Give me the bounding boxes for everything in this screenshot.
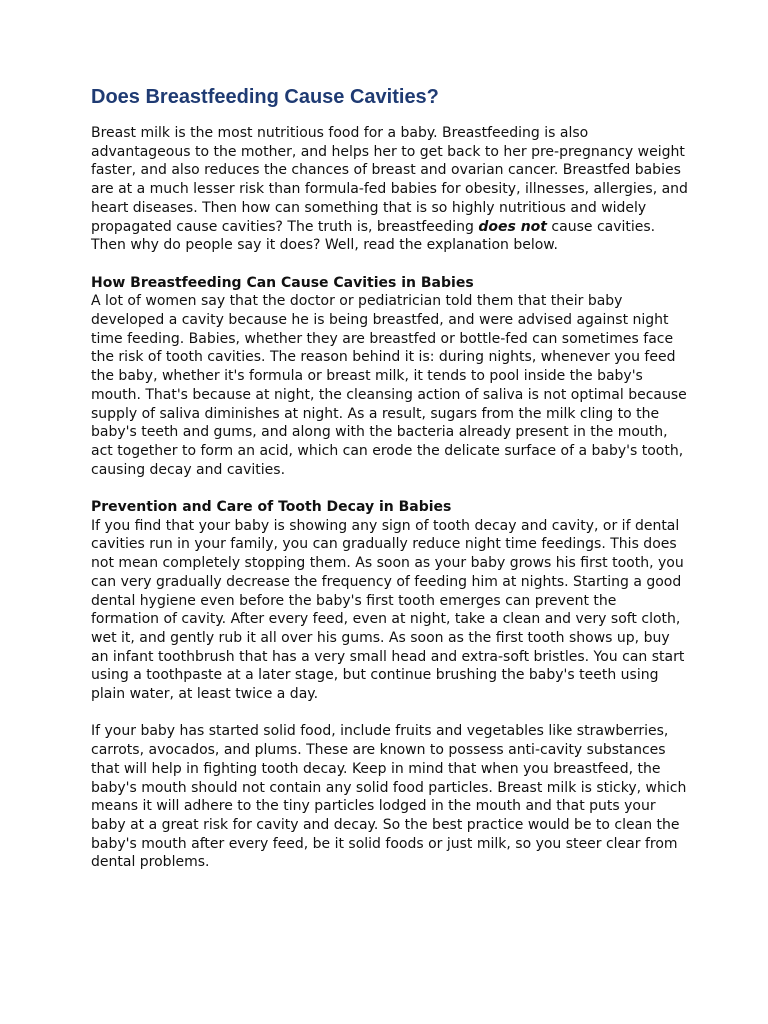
closing-paragraph: If your baby has started solid food, include fruits and vegetables like strawberries, carrots, avocados, and plums. These are known to possess anti-cavity substances that will help in fighting tooth decay. Keep in mind that when you breastfeed, the baby's mouth should not contain any solid food particles. Breast milk is sticky, which means it will adhere to the tiny particles lodged in the mouth and that puts your baby at a great risk for cavity and decay. So the best practice would be to clean the baby's mouth after every feed, be it solid foods or just milk, so you steer clear from dental problems. [91,723,687,871]
section-body-causes: A lot of women say that the doctor or pediatrician told them that their baby developed a cavity because he is being breastfed, and were advised against night time feeding. Babies, whether they are breastfed or bottle-fed can sometimes face the risk of tooth cavities. The reason behind it is: during nights, whenever you feed the baby, whether it's formula or breast milk, it tends to pool inside the baby's mouth. That's because at night, the cleansing action of saliva is not optimal because supply of saliva diminishes at night. As a result, sugars from the milk cling to the baby's teeth and gums, and along with the bacteria already present in the mouth, act together to form an acid, which can erode the delicate surface of a baby's tooth, causing decay and cavities. [91,293,687,478]
intro-text-end: cause cavities. Then why do people say it does? Well, read the explanation below. [91,218,656,254]
paragraph-spacer [91,704,688,723]
section-prevention [91,498,688,704]
section-causes [91,274,688,480]
paragraph-spacer [91,255,688,274]
paragraph-spacer [91,479,688,498]
intro-paragraph [91,124,688,255]
document-title: Does Breastfeeding Cause Cavities? [91,86,439,108]
section-heading-causes: How Breastfeeding Can Cause Cavities in Babies [91,274,474,291]
intro-text: Breast milk is the most nutritious food for a baby. Breastfeeding is also advantageous to the mother, and helps her to get back to her pre-pregnancy weight faster, and also reduces the chances of breast and ovarian cancer. Breastfed babies are at a much lesser risk than formula-fed babies for obesity, illnesses, allergies, and heart diseases. Then how can something that is so highly nutritious and widely propagated cause cavities? The truth is, breastfeeding [91,125,688,235]
section-body-prevention: If you find that your baby is showing any sign of tooth decay and cavity, or if dental cavities run in your family, you can gradually reduce night time feedings. This does not mean completely stopping them. As soon as your baby grows his first tooth, you can very gradually decrease the frequency of feeding him at nights. Starting a good dental hygiene even before the baby's first tooth emerges can prevent the formation of cavity. After every feed, even at night, take a clean and very soft cloth, wet it, and gently rub it all over his gums. As soon as the first tooth shows up, buy an infant toothbrush that has a very small head and extra-soft bristles. You can start using a toothpaste at a later stage, but continue brushing the baby's teeth using plain water, at least twice a day. [91,517,685,703]
intro-emphasis: does not [478,218,547,235]
section-heading-prevention: Prevention and Care of Tooth Decay in Babies [91,499,452,516]
